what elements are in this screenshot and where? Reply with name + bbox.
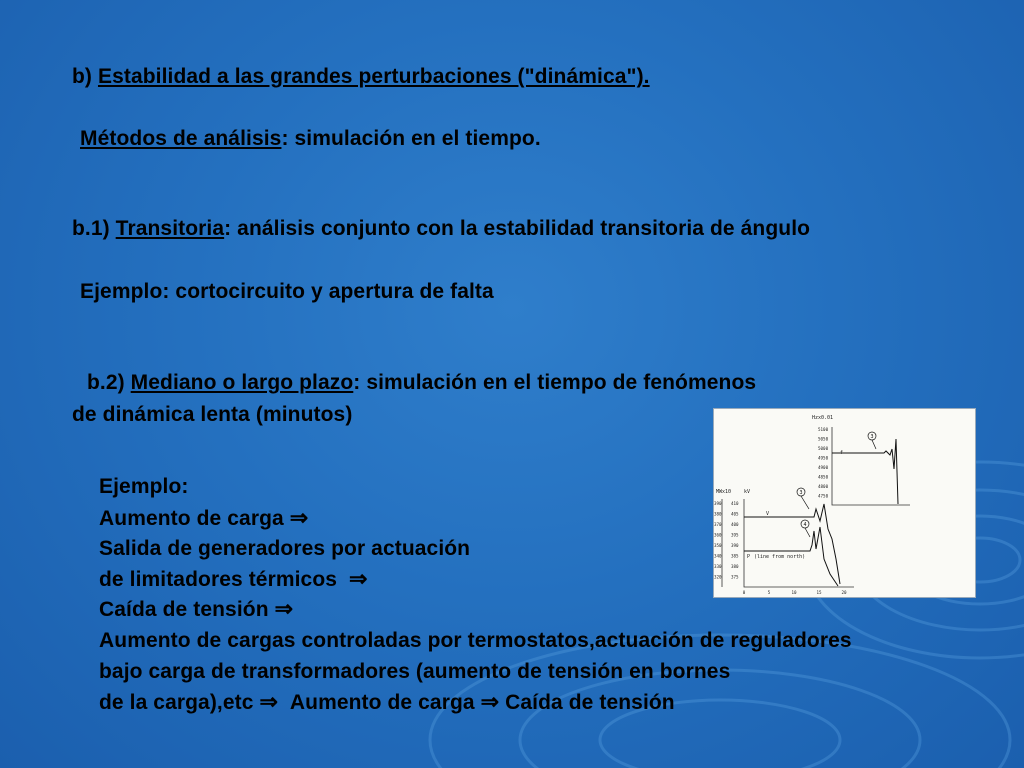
section-title: b) Estabilidad a las grandes perturbaciones ("dinámica"). xyxy=(72,65,650,88)
kv-tick-label: 385 xyxy=(731,553,739,559)
example-item-load-increase: Aumento de carga ⇒ xyxy=(99,505,309,530)
marker-4: 4 xyxy=(803,522,807,528)
simulation-plot xyxy=(714,409,975,597)
x-tick-label: 20 xyxy=(841,590,847,595)
hz-tick-label: 4750 xyxy=(818,493,829,499)
f-curve-label: f xyxy=(840,450,844,456)
hz-tick-label: 5050 xyxy=(818,436,829,442)
b1-label: Transitoria xyxy=(115,217,225,240)
x-tick-label: 5 xyxy=(767,590,771,595)
hz-tick-label: 4800 xyxy=(818,484,829,489)
mw-tick-label: 380 xyxy=(714,511,722,517)
example-item-voltage-drop: Caída de tensión ⇒ xyxy=(99,596,294,621)
mw-tick-label: 390 xyxy=(714,501,722,506)
p-curve-note: (line from north) xyxy=(754,554,806,560)
p-curve-label: P xyxy=(747,554,751,560)
v-curve-label: V xyxy=(766,511,770,517)
mw-tick-label: 330 xyxy=(714,564,722,569)
marker-3-lower: 3 xyxy=(799,490,803,496)
kv-tick-label: 410 xyxy=(731,501,739,506)
marker-3-upper: 3 xyxy=(870,434,874,440)
b1-line: b.1) Transitoria: análisis conjunto con la estabilidad transitoria de ángulo xyxy=(72,217,811,240)
kv-tick-label: 375 xyxy=(731,574,739,580)
b2-line2: de dinámica lenta (minutos) xyxy=(72,403,353,426)
example-heading: Ejemplo: xyxy=(99,475,189,498)
implies-arrow: ⇒ xyxy=(348,566,368,591)
mw-tick-label: 360 xyxy=(714,532,722,538)
example-item-chain: de la carga),etc ⇒ Aumento de carga ⇒ Caída de tensión xyxy=(99,689,675,714)
b1-example: Ejemplo: cortocircuito y apertura de falta xyxy=(80,280,494,303)
implies-arrow: ⇒ xyxy=(259,689,278,714)
mw-tick-label: 350 xyxy=(714,543,722,548)
kv-tick-label: 380 xyxy=(731,564,739,569)
b2-label: Mediano o largo plazo xyxy=(130,371,354,394)
methods-line: Métodos de análisis: simulación en el tiempo. xyxy=(80,127,541,150)
simulation-plot-image xyxy=(713,408,976,598)
example-item-thermal-limiters: de limitadores térmicos ⇒ xyxy=(99,566,368,591)
hz-tick-label: 5000 xyxy=(818,446,829,451)
mw-axis-label: MWx10 xyxy=(716,489,732,495)
kv-tick-label: 390 xyxy=(731,543,739,548)
x-tick-label: 0 xyxy=(742,590,746,595)
b2-line: b.2) Mediano o largo plazo: simulación en el tiempo de fenómenos xyxy=(87,371,757,394)
mw-tick-label: 340 xyxy=(714,553,722,559)
hz-tick-label: 4850 xyxy=(818,474,829,480)
implies-arrow: ⇒ xyxy=(274,596,294,621)
x-tick-label: 15 xyxy=(816,590,822,595)
x-tick-label: 10 xyxy=(791,590,797,595)
hz-tick-label: 5100 xyxy=(818,427,829,432)
hz-tick-label: 4950 xyxy=(818,455,829,461)
example-item-transformer-regulators: bajo carga de transformadores (aumento de tensión en bornes xyxy=(99,660,731,683)
methods-label: Métodos de análisis xyxy=(80,127,282,150)
kv-tick-label: 400 xyxy=(731,522,739,527)
hz-tick-label: 4900 xyxy=(818,465,829,470)
mw-tick-label: 370 xyxy=(714,522,722,527)
example-item-generator-trip: Salida de generadores por actuación xyxy=(99,537,471,560)
kv-axis-label: kV xyxy=(744,489,751,495)
implies-arrow: ⇒ xyxy=(480,689,500,714)
implies-arrow: ⇒ xyxy=(289,505,309,530)
example-item-thermostat-loads: Aumento de cargas controladas por termostatos,actuación de reguladores xyxy=(99,629,852,652)
hz-axis-label: Hzx0.01 xyxy=(812,415,834,421)
kv-tick-label: 395 xyxy=(731,532,739,538)
mw-tick-label: 320 xyxy=(714,574,722,580)
section-title-underlined: Estabilidad a las grandes perturbaciones ("dinámica"). xyxy=(97,65,650,88)
kv-tick-label: 405 xyxy=(731,511,739,517)
